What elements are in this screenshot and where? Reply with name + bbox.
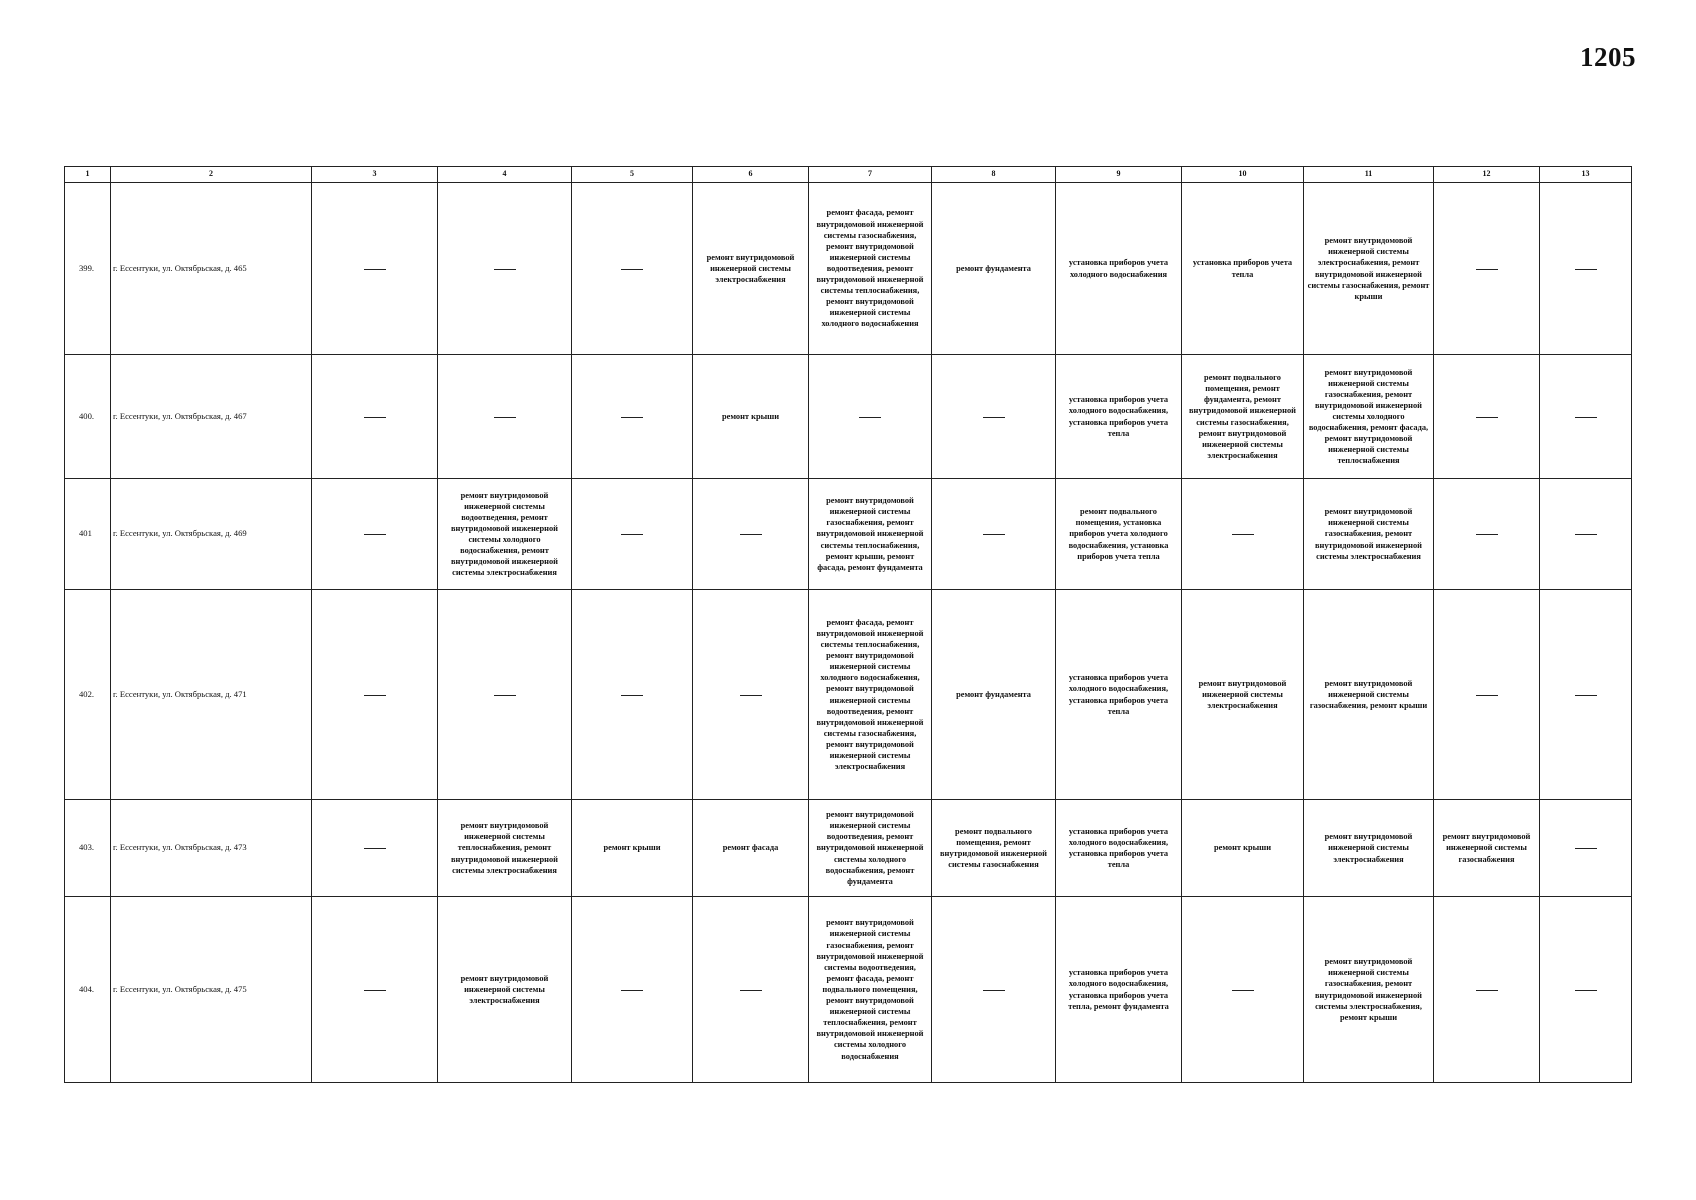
address-cell: г. Ессентуки, ул. Октябрьская, д. 475 xyxy=(111,897,312,1083)
dash-mark xyxy=(1232,534,1254,535)
dash-mark xyxy=(1575,534,1597,535)
work-type-cell: установка приборов учета тепла xyxy=(1182,183,1304,355)
work-type-cell: ремонт внутридомовой инженерной системы газоснабжения, ремонт внутридомовой инженерной системы электроснабжения, ремонт крыши xyxy=(1304,897,1434,1083)
empty-dash-cell xyxy=(693,590,809,800)
dash-mark xyxy=(621,534,643,535)
empty-dash-cell xyxy=(1434,479,1540,590)
dash-mark xyxy=(1575,695,1597,696)
row-number-cell: 402. xyxy=(65,590,111,800)
table-row xyxy=(65,183,1632,355)
work-type-cell: ремонт внутридомовой инженерной системы водоотведения, ремонт внутридомовой инженерной системы холодного водоснабжения, ремонт фундамента xyxy=(809,800,932,897)
address-cell: г. Ессентуки, ул. Октябрьская, д. 465 xyxy=(111,183,312,355)
empty-dash-cell xyxy=(932,897,1056,1083)
empty-dash-cell xyxy=(1434,590,1540,800)
empty-dash-cell xyxy=(312,183,438,355)
empty-dash-cell xyxy=(438,183,572,355)
empty-dash-cell xyxy=(693,897,809,1083)
empty-dash-cell xyxy=(312,897,438,1083)
column-header-4: 4 xyxy=(438,167,572,183)
work-type-cell: ремонт подвального помещения, установка приборов учета холодного водоснабжения, установка приборов учета тепла xyxy=(1056,479,1182,590)
address-cell: г. Ессентуки, ул. Октябрьская, д. 467 xyxy=(111,355,312,479)
empty-dash-cell xyxy=(312,800,438,897)
dash-mark xyxy=(1575,848,1597,849)
dash-mark xyxy=(1232,990,1254,991)
work-type-cell: ремонт фасада xyxy=(693,800,809,897)
empty-dash-cell xyxy=(572,355,693,479)
empty-dash-cell xyxy=(312,590,438,800)
dash-mark xyxy=(621,417,643,418)
table-row xyxy=(65,590,1632,800)
work-type-cell: ремонт фундамента xyxy=(932,183,1056,355)
empty-dash-cell xyxy=(572,479,693,590)
address-cell: г. Ессентуки, ул. Октябрьская, д. 471 xyxy=(111,590,312,800)
dash-mark xyxy=(1575,417,1597,418)
column-header-5: 5 xyxy=(572,167,693,183)
table-header xyxy=(65,167,1632,183)
work-type-cell: ремонт внутридомовой инженерной системы газоснабжения xyxy=(1434,800,1540,897)
dash-mark xyxy=(740,534,762,535)
column-header-12: 12 xyxy=(1434,167,1540,183)
dash-mark xyxy=(1575,269,1597,270)
dash-mark xyxy=(983,990,1005,991)
dash-mark xyxy=(1476,695,1498,696)
empty-dash-cell xyxy=(1540,479,1632,590)
dash-mark xyxy=(364,695,386,696)
dash-mark xyxy=(1575,990,1597,991)
column-header-10: 10 xyxy=(1182,167,1304,183)
work-type-cell: ремонт внутридомовой инженерной системы газоснабжения, ремонт внутридомовой инженерной системы холодного водоснабжения, ремонт фасада, ремонт внутридомовой инженерной системы теплоснабжения xyxy=(1304,355,1434,479)
empty-dash-cell xyxy=(809,355,932,479)
empty-dash-cell xyxy=(1540,897,1632,1083)
column-header-3: 3 xyxy=(312,167,438,183)
empty-dash-cell xyxy=(1434,897,1540,1083)
row-number-cell: 404. xyxy=(65,897,111,1083)
empty-dash-cell xyxy=(572,183,693,355)
address-cell: г. Ессентуки, ул. Октябрьская, д. 469 xyxy=(111,479,312,590)
table-row xyxy=(65,355,1632,479)
table-row xyxy=(65,800,1632,897)
column-header-11: 11 xyxy=(1304,167,1434,183)
work-type-cell: ремонт внутридомовой инженерной системы электроснабжения, ремонт внутридомовой инженерной системы газоснабжения, ремонт крыши xyxy=(1304,183,1434,355)
column-header-2: 2 xyxy=(111,167,312,183)
work-type-cell: ремонт фасада, ремонт внутридомовой инженерной системы теплоснабжения, ремонт внутридомовой инженерной системы холодного водоснабжения, ремонт внутридомовой инженерной системы водоотведения, ремонт внутридомовой инженерной системы газоснабжения, ремонт внутридомовой инженерной системы электроснабжения xyxy=(809,590,932,800)
dash-mark xyxy=(364,990,386,991)
work-type-cell: ремонт внутридомовой инженерной системы электроснабжения xyxy=(693,183,809,355)
work-type-cell: ремонт внутридомовой инженерной системы газоснабжения, ремонт внутридомовой инженерной системы электроснабжения xyxy=(1304,479,1434,590)
empty-dash-cell xyxy=(1540,355,1632,479)
dash-mark xyxy=(364,848,386,849)
empty-dash-cell xyxy=(932,479,1056,590)
work-type-cell: установка приборов учета холодного водоснабжения, установка приборов учета тепла xyxy=(1056,590,1182,800)
empty-dash-cell xyxy=(932,355,1056,479)
table-row xyxy=(65,897,1632,1083)
column-header-13: 13 xyxy=(1540,167,1632,183)
work-type-cell: ремонт внутридомовой инженерной системы электроснабжения xyxy=(438,897,572,1083)
capital-repair-table xyxy=(64,166,1632,1083)
empty-dash-cell xyxy=(1182,479,1304,590)
work-type-cell: ремонт внутридомовой инженерной системы теплоснабжения, ремонт внутридомовой инженерной системы электроснабжения xyxy=(438,800,572,897)
row-number-cell: 399. xyxy=(65,183,111,355)
dash-mark xyxy=(494,695,516,696)
empty-dash-cell xyxy=(1182,897,1304,1083)
dash-mark xyxy=(740,695,762,696)
work-type-cell: ремонт внутридомовой инженерной системы электроснабжения xyxy=(1304,800,1434,897)
work-type-cell: ремонт фундамента xyxy=(932,590,1056,800)
work-type-cell: ремонт внутридомовой инженерной системы газоснабжения, ремонт крыши xyxy=(1304,590,1434,800)
dash-mark xyxy=(1476,269,1498,270)
empty-dash-cell xyxy=(438,355,572,479)
empty-dash-cell xyxy=(1434,183,1540,355)
work-type-cell: ремонт фасада, ремонт внутридомовой инженерной системы газоснабжения, ремонт внутридомовой инженерной системы водоотведения, ремонт внутридомовой инженерной системы теплоснабжения, ремонт внутридомовой инженерной системы холодного водоснабжения xyxy=(809,183,932,355)
table-row xyxy=(65,479,1632,590)
work-type-cell: ремонт крыши xyxy=(693,355,809,479)
dash-mark xyxy=(364,417,386,418)
empty-dash-cell xyxy=(1540,590,1632,800)
row-number-cell: 400. xyxy=(65,355,111,479)
row-number-cell: 403. xyxy=(65,800,111,897)
dash-mark xyxy=(621,990,643,991)
address-cell: г. Ессентуки, ул. Октябрьская, д. 473 xyxy=(111,800,312,897)
empty-dash-cell xyxy=(1540,800,1632,897)
work-type-cell: ремонт крыши xyxy=(1182,800,1304,897)
column-header-7: 7 xyxy=(809,167,932,183)
column-header-6: 6 xyxy=(693,167,809,183)
row-number-cell: 401 xyxy=(65,479,111,590)
column-header-1: 1 xyxy=(65,167,111,183)
dash-mark xyxy=(364,269,386,270)
dash-mark xyxy=(859,417,881,418)
page-number: 1205 xyxy=(1580,42,1636,72)
dash-mark xyxy=(621,269,643,270)
dash-mark xyxy=(494,417,516,418)
dash-mark xyxy=(1476,990,1498,991)
empty-dash-cell xyxy=(312,355,438,479)
dash-mark xyxy=(740,990,762,991)
empty-dash-cell xyxy=(572,897,693,1083)
column-number-row xyxy=(65,167,1632,183)
dash-mark xyxy=(364,534,386,535)
empty-dash-cell xyxy=(438,590,572,800)
empty-dash-cell xyxy=(572,590,693,800)
work-type-cell: ремонт внутридомовой инженерной системы газоснабжения, ремонт внутридомовой инженерной системы теплоснабжения, ремонт крыши, ремонт фасада, ремонт фундамента xyxy=(809,479,932,590)
table-body xyxy=(65,183,1632,1083)
empty-dash-cell xyxy=(1540,183,1632,355)
work-type-cell: ремонт внутридомовой инженерной системы электроснабжения xyxy=(1182,590,1304,800)
work-type-cell: ремонт крыши xyxy=(572,800,693,897)
dash-mark xyxy=(983,417,1005,418)
work-type-cell: установка приборов учета холодного водоснабжения, установка приборов учета тепла xyxy=(1056,800,1182,897)
work-type-cell: установка приборов учета холодного водоснабжения xyxy=(1056,183,1182,355)
empty-dash-cell xyxy=(1434,355,1540,479)
work-type-cell: установка приборов учета холодного водоснабжения, установка приборов учета тепла xyxy=(1056,355,1182,479)
work-type-cell: ремонт внутридомовой инженерной системы водоотведения, ремонт внутридомовой инженерной системы холодного водоснабжения, ремонт внутридомовой инженерной системы электроснабжения xyxy=(438,479,572,590)
dash-mark xyxy=(1476,534,1498,535)
dash-mark xyxy=(983,534,1005,535)
work-type-cell: ремонт подвального помещения, ремонт фундамента, ремонт внутридомовой инженерной системы газоснабжения, ремонт внутридомовой инженерной системы электроснабжения xyxy=(1182,355,1304,479)
dash-mark xyxy=(494,269,516,270)
work-type-cell: установка приборов учета холодного водоснабжения, установка приборов учета тепла, ремонт фундамента xyxy=(1056,897,1182,1083)
dash-mark xyxy=(621,695,643,696)
work-type-cell: ремонт внутридомовой инженерной системы газоснабжения, ремонт внутридомовой инженерной системы водоотведения, ремонт фасада, ремонт подвального помещения, ремонт внутридомовой инженерной системы теплоснабжения, ремонт внутридомовой инженерной системы холодного водоснабжения xyxy=(809,897,932,1083)
empty-dash-cell xyxy=(693,479,809,590)
column-header-9: 9 xyxy=(1056,167,1182,183)
empty-dash-cell xyxy=(312,479,438,590)
dash-mark xyxy=(1476,417,1498,418)
column-header-8: 8 xyxy=(932,167,1056,183)
work-type-cell: ремонт подвального помещения, ремонт внутридомовой инженерной системы газоснабжения xyxy=(932,800,1056,897)
